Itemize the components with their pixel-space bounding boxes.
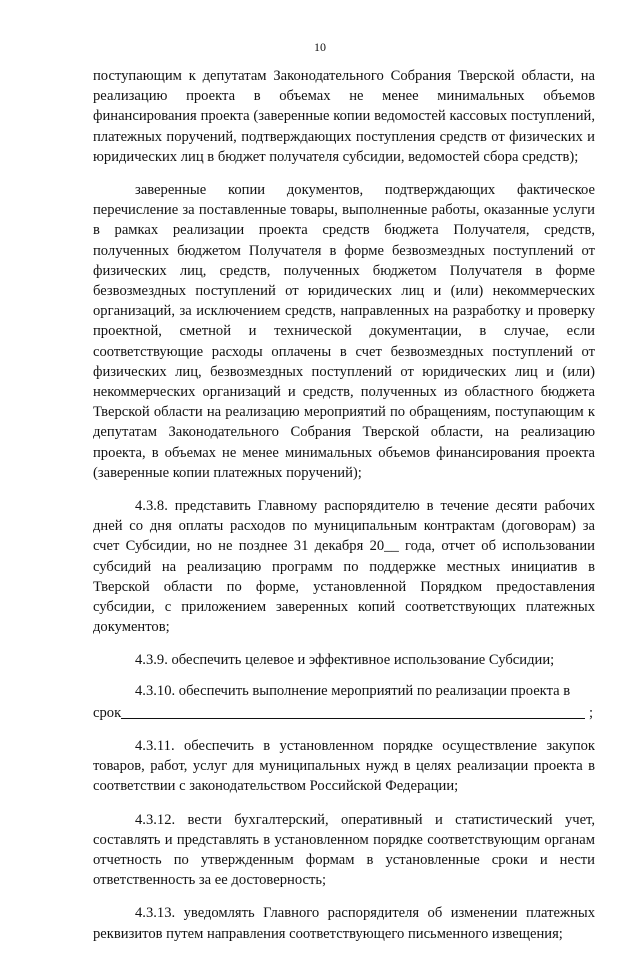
paragraph-payment-documents: заверенные копии документов, подтверждающих фактическое перечисление за поставленные товары, выполненные работы, оказанные услуги в рамках реализации проекта средств бюджета Получателя, средств, полученных бюджетом Получателя в форме безвозмездных поступлений от физических лиц, средств, полученных бюджетом Получателя в форме безвозмездных поступлений от юридических лиц и (или) некоммерческих организаций, за исключением средств, направленных на разработку и проверку проектной, сметной и технической документации, в случае, если соответствующие расходы оплачены в счет безвозмездных поступлений от физических лиц, безвозмездных поступлений от юридических лиц и (или) некоммерческих организаций и средств, полученных из областного бюджета Тверской области на реализацию мероприятий по обращениям, поступающим к депутатам Законодательного Собрания Тверской области, на реализацию проекта, в объемах не менее минимальных объемов финансирования проекта (заверенные копии платежных поручений); [93,182,595,481]
page-number: 10 [314,40,326,54]
paragraph-4-3-12: 4.3.12. вести бухгалтерский, оперативный и статистический учет, составлять и представлять в установленном порядке соответствующим органам отчетность по утвержденным формам в установленные сроки и нести ответственность за ее достоверность; [93,811,595,889]
paragraph-4-3-10: 4.3.10. обеспечить выполнение мероприятий по реализации проекта в [135,682,571,699]
deadline-line [93,703,595,723]
deadline-semicolon: ; [588,704,593,721]
paragraph-4-3-13: 4.3.13. уведомлять Главного распорядителя об изменении платежных реквизитов путем направления соответствующего письменного извещения; [93,905,595,942]
paragraph-4-3-11: 4.3.11. обеспечить в установленном порядке осуществление закупок товаров, работ, услуг для муниципальных нужд в целях реализации проекта в соответствии с законодательством Российской Федерации; [93,737,595,795]
paragraph-4-3-8: 4.3.8. представить Главному распорядителю в течение десяти рабочих дней со дня оплаты расходов по муниципальным контрактам (договорам) за счет Субсидии, но не позднее 31 декабря 20__ года, отчет об использовании субсидий на реализацию программ по поддержке местных инициатив в Тверской области по форме, установленной Порядком предоставления субсидии, с приложением заверенных копий соответствующих платежных документов; [93,498,595,636]
document-body [93,66,595,957]
deadline-label: срок [93,704,122,721]
paragraph-4-3-9: 4.3.9. обеспечить целевое и эффективное использование Субсидии; [135,652,555,669]
paragraph-receipts-continuation: поступающим к депутатам Законодательного Собрания Тверской области, на реализацию проекта в объемах не менее минимальных объемов финансирования проекта (заверенные копии ведомостей кассовых поступлений, платежных поручений, подтверждающих поступления средств от физических и юридических лиц в бюджет получателя субсидии, ведомостей сбора средств); [93,68,595,165]
deadline-blank-underline [121,718,585,719]
